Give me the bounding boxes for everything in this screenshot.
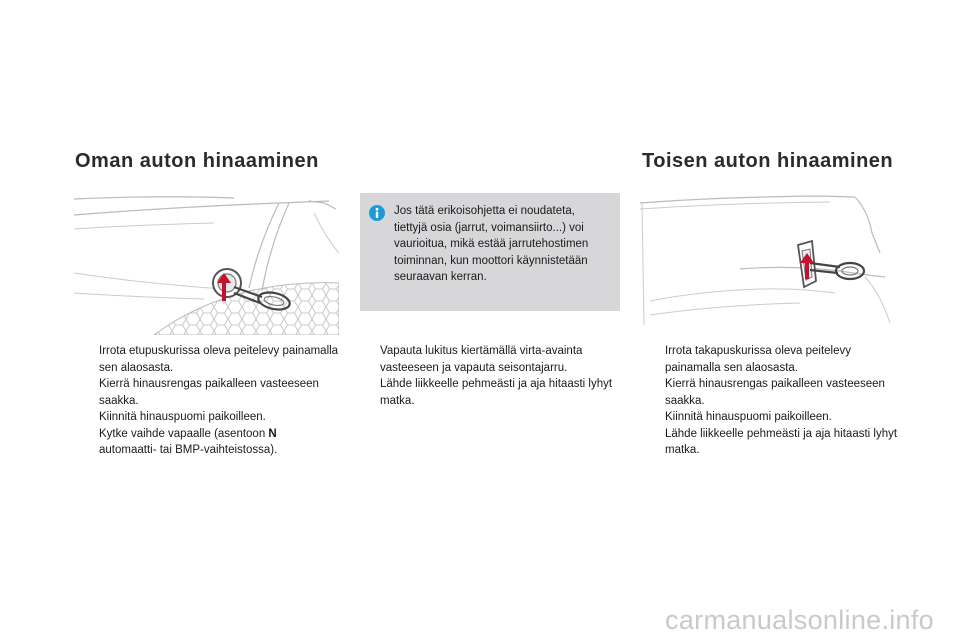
step-text: Kierrä hinausrengas paikalleen vasteeseen saakka.	[99, 378, 319, 407]
info-icon	[369, 205, 385, 221]
list-item	[82, 409, 342, 426]
page-title-left: Oman auton hinaaminen	[75, 150, 319, 172]
rear-tow-eye-illustration	[640, 193, 905, 335]
list-item	[648, 376, 908, 409]
step-text-prefix: Kytke vaihde vapaalle (asentoon	[99, 427, 269, 440]
list-item	[82, 426, 342, 459]
watermark: carmanualsonline.info	[665, 605, 934, 635]
rear-bumper-drawing	[640, 193, 905, 335]
step-text: Kierrä hinausrengas paikalleen vasteeseen saakka.	[665, 378, 885, 407]
step-text: Irrota takapuskurissa oleva peitelevy painamalla sen alaosasta.	[665, 345, 852, 374]
warning-info-box	[360, 193, 620, 311]
gear-position: N	[268, 427, 277, 440]
list-item	[648, 343, 908, 376]
step-text: Lähde liikkeelle pehmeästi ja aja hitaasti lyhyt matka.	[665, 427, 898, 456]
step-text: Irrota etupuskurissa oleva peitelevy painamalla sen alaosasta.	[99, 345, 339, 374]
front-tow-eye-illustration	[74, 193, 339, 335]
list-item	[363, 376, 623, 409]
rear-towing-steps	[648, 343, 908, 459]
list-item	[363, 343, 623, 376]
list-item	[648, 409, 908, 426]
step-text: Lähde liikkeelle pehmeästi ja aja hitaasti lyhyt matka.	[380, 378, 613, 407]
front-bumper-drawing	[74, 193, 339, 335]
page-title-right: Toisen auton hinaaminen	[642, 150, 894, 172]
step-text: Vapauta lukitus kiertämällä virta-avainta vasteeseen ja vapauta seisontajarru.	[380, 345, 583, 374]
step-text: Kiinnitä hinauspuomi paikoilleen.	[665, 411, 832, 423]
step-text-suffix: automaatti- tai BMP-vaihteistossa).	[99, 444, 278, 456]
list-item	[82, 343, 342, 376]
list-item	[648, 426, 908, 459]
front-towing-steps	[82, 343, 342, 459]
list-item	[82, 376, 342, 409]
release-steps	[363, 343, 623, 409]
info-box-text: Jos tätä erikoisohjetta ei noudateta, tiettyjä osia (jarrut, voimansiirto...) voi vaurioitua, mikä estää jarrutehostimen toiminnan, kun moottori käynnistetään seuraavan kerran.	[394, 205, 589, 283]
step-text: Kiinnitä hinauspuomi paikoilleen.	[99, 411, 266, 423]
